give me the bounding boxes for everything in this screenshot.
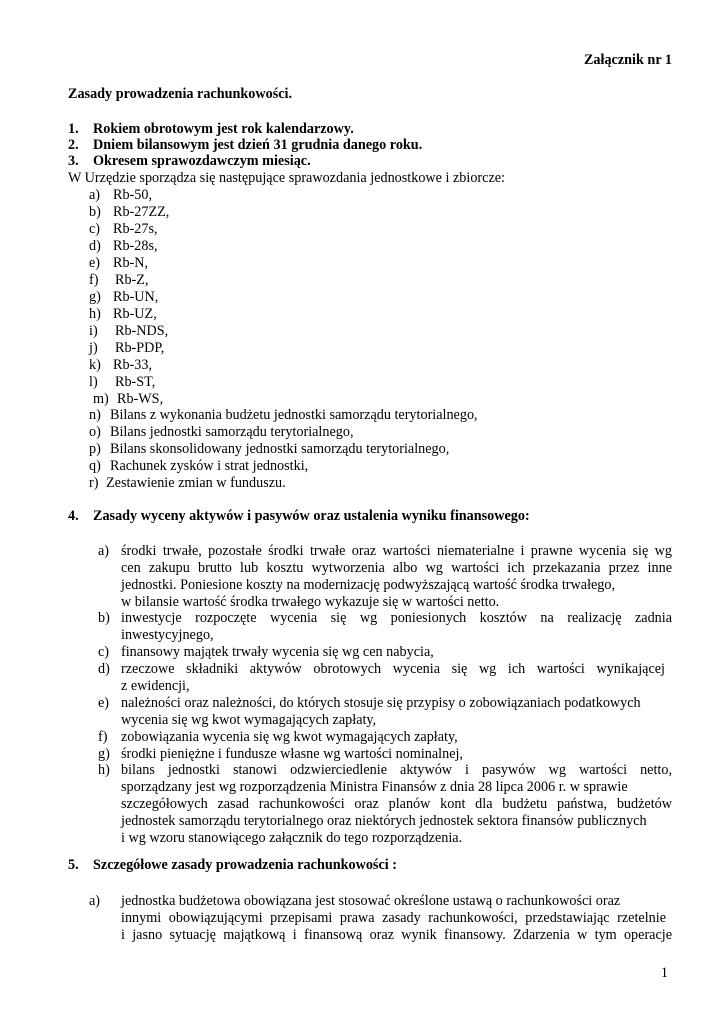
report-item: Rb-PDP, xyxy=(115,340,165,356)
report-item: Bilans jednostki samorządu terytorialnego, xyxy=(110,424,354,440)
reports-intro: W Urzędzie sporządza się następujące sprawozdania jednostkowe i zbiorcze: xyxy=(68,170,505,186)
report-letter: i) xyxy=(89,323,98,339)
report-letter: m) xyxy=(93,391,109,407)
report-letter: b) xyxy=(89,204,101,220)
report-item: Rb-50, xyxy=(113,187,153,203)
list-item-text: Okresem sprawozdawczym miesiąc. xyxy=(93,153,311,169)
report-letter: a) xyxy=(89,187,101,203)
section-heading: Zasady wyceny aktywów i pasywów oraz ustalenia wyniku finansowego: xyxy=(93,508,530,524)
item-line: szczegółowych zasad rachunkowości oraz planów kont dla budżetu państwa, budżetów xyxy=(121,796,672,812)
report-letter: h) xyxy=(89,306,101,322)
item-line: jednostki. Poniesione koszty na modernizację podwyższającą wartość środka trwałego, xyxy=(121,577,616,593)
item-line: innymi obowiązującymi przepisami prawa zasady rachunkowości, przedstawiając rzetelnie xyxy=(121,910,666,926)
report-letter: e) xyxy=(89,255,101,271)
report-letter: q) xyxy=(89,458,101,474)
item-letter: c) xyxy=(98,644,110,660)
item-line: zobowiązania wycenia się wg kwot wymagających zapłaty, xyxy=(121,729,458,745)
item-letter: b) xyxy=(98,610,110,626)
report-letter: j) xyxy=(89,340,98,356)
item-line: w bilansie wartość środka trwałego wykazuje się w wartości netto. xyxy=(121,594,500,610)
report-item: Rb-NDS, xyxy=(115,323,169,339)
list-item-number: 3. xyxy=(68,153,79,169)
report-letter: c) xyxy=(89,221,101,237)
item-line: należności oraz należności, do których stosuje się przypisy o zobowiązaniach podatkowych xyxy=(121,695,641,711)
page-number: 1 xyxy=(660,965,668,981)
item-line: finansowy majątek trwały wycenia się wg cen nabycia, xyxy=(121,644,434,660)
report-item: Bilans skonsolidowany jednostki samorządu terytorialnego, xyxy=(110,441,450,457)
report-item: Rb-N, xyxy=(113,255,149,271)
item-line: jednostek samorządu terytorialnego oraz niektórych jednostek sektora finansów publicznych xyxy=(121,813,647,829)
report-item: Rb-27s, xyxy=(113,221,158,237)
report-item: Rb-33, xyxy=(113,357,153,373)
item-letter: d) xyxy=(98,661,110,677)
item-letter: f) xyxy=(98,729,108,745)
item-line: cen zakupu brutto lub kosztu wytworzenia albo wg wartości ich przekazania przez inne xyxy=(121,560,672,576)
item-line: jednostka budżetowa obowiązana jest stosować określone ustawą o rachunkowości oraz xyxy=(121,893,621,909)
item-letter: a) xyxy=(98,543,110,559)
item-letter: e) xyxy=(98,695,110,711)
report-item: Rb-27ZZ, xyxy=(113,204,170,220)
item-letter: g) xyxy=(98,746,110,762)
section-number: 5. xyxy=(68,857,79,873)
item-line: z ewidencji, xyxy=(121,678,190,694)
report-item: Rb-UN, xyxy=(113,289,159,305)
report-letter: n) xyxy=(89,407,101,423)
list-item-number: 2. xyxy=(68,137,79,153)
report-item: Rb-Z, xyxy=(115,272,149,288)
report-item: Rb-ST, xyxy=(115,374,156,390)
report-letter: f) xyxy=(89,272,99,288)
item-line: sporządzany jest wg rozporządzenia Ministra Finansów z dnia 28 lipca 2006 r. w sprawie xyxy=(121,779,628,795)
item-line: środki pieniężne i fundusze własne wg wartości nominalnej, xyxy=(121,746,463,762)
attachment-label: Załącznik nr 1 xyxy=(583,52,672,68)
section-heading: Szczegółowe zasady prowadzenia rachunkowości : xyxy=(93,857,397,873)
report-item: Rb-UZ, xyxy=(113,306,157,322)
report-item: Rb-WS, xyxy=(117,391,164,407)
report-letter: l) xyxy=(89,374,98,390)
item-letter: a) xyxy=(89,893,101,909)
report-item: Zestawienie zmian w funduszu. xyxy=(106,475,286,491)
list-item-text: Dniem bilansowym jest dzień 31 grudnia danego roku. xyxy=(93,137,423,153)
report-item: Bilans z wykonania budżetu jednostki samorządu terytorialnego, xyxy=(110,407,478,423)
report-item: Rb-28s, xyxy=(113,238,158,254)
list-item-number: 1. xyxy=(68,121,79,137)
report-letter: d) xyxy=(89,238,101,254)
item-line: środki trwałe, pozostałe środki trwałe oraz wartości niematerialne i prawne wycenia się wg xyxy=(121,543,672,559)
section-number: 4. xyxy=(68,508,79,524)
item-line: wycenia się wg kwot wymagających zapłaty, xyxy=(121,712,377,728)
item-line: inwestycje rozpoczęte wycenia się wg poniesionych kosztów na realizację zadnia xyxy=(121,610,672,626)
report-letter: p) xyxy=(89,441,101,457)
report-letter: r) xyxy=(89,475,99,491)
report-item: Rachunek zysków i strat jednostki, xyxy=(110,458,309,474)
report-letter: o) xyxy=(89,424,101,440)
item-line: inwestycyjnego, xyxy=(121,627,214,643)
item-line: i wg wzoru stanowiącego załącznik do tego rozporządzenia. xyxy=(121,830,463,846)
document-title: Zasady prowadzenia rachunkowości. xyxy=(68,86,293,102)
list-item-text: Rokiem obrotowym jest rok kalendarzowy. xyxy=(93,121,354,137)
item-line: rzeczowe składniki aktywów obrotowych wycenia się wg ich wartości wynikającej xyxy=(121,661,665,677)
report-letter: g) xyxy=(89,289,101,305)
report-letter: k) xyxy=(89,357,101,373)
item-line: bilans jednostki stanowi odzwierciedlenie aktywów i pasywów wg wartości netto, xyxy=(121,762,672,778)
item-letter: h) xyxy=(98,762,110,778)
item-line: i jasno sytuację majątkową i finansową oraz wynik finansowy. Zdarzenia w tym operacje xyxy=(121,927,672,943)
